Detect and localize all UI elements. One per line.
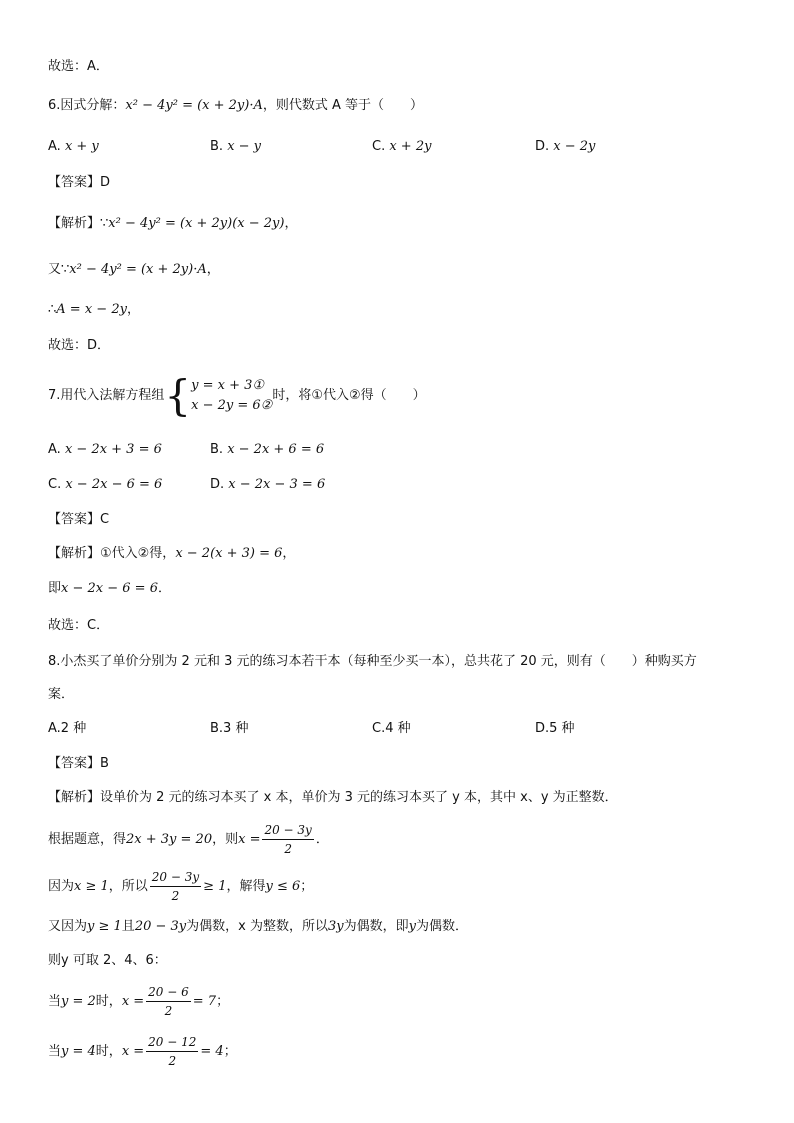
q8-analysis-4: 又因为y ≥ 1且20 − 3y为偶数，x 为整数，所以3y为偶数，即y为偶数． (48, 919, 468, 934)
q8-analysis-7: 当y = 4时，x = $\frac{20 - 12}{2}$ = 4； (48, 1035, 237, 1068)
fraction: $\frac{20 - 6}{2}$ (148, 985, 189, 1018)
q8-answer: 【答案】B (48, 756, 109, 771)
q8-option-d: D.5 种 (535, 721, 575, 736)
q7-option-a: A. x − 2x + 3 = 6 (48, 442, 162, 457)
q6-analysis-1: 【解析】∵x² − 4y² = (x + 2y)(x − 2y)， (48, 216, 298, 231)
q8-option-a: A.2 种 (48, 721, 87, 736)
q6-option-c: C. x + 2y (372, 139, 432, 154)
q7-stem: 7.用代入法解方程组 { y = x + 3① x − 2y = 6② 时，将①代入②得（ ） (48, 370, 426, 420)
q6-stem-post: ，则代数式 A 等于（ ） (262, 98, 424, 113)
equation-system (164, 370, 273, 420)
q8-analysis-3: 因为x ≥ 1，所以 $\frac{20 - 3y}{2}$ ≥ 1，解得y ≤ 6； (48, 870, 314, 903)
q8-analysis-2: 根据题意，得2x + 3y = 20，则x = $\frac{20 - 3y}{2}$ ． (48, 823, 329, 856)
q8-analysis-1: 【解析】设单价为 2 元的练习本买了 x 本，单价为 3 元的练习本买了 y 本，其中 x、y 为正整数． (48, 790, 618, 805)
fraction: $\frac{20 - 12}{2}$ (148, 1035, 197, 1068)
q7-analysis-2: 即x − 2x − 6 = 6． (48, 581, 171, 596)
q7-option-c: C. x − 2x − 6 = 6 (48, 477, 163, 492)
prev-conclusion: 故选：A． (48, 59, 109, 74)
equation-1: y = x + 3① (191, 377, 265, 393)
q8-option-b: B.3 种 (210, 721, 249, 736)
fraction: $\frac{20 - 3y}{2}$ (264, 823, 312, 856)
q6-stem-pre: 6.因式分解： (48, 98, 126, 113)
q7-analysis-1: 【解析】①代入②得，x − 2(x + 3) = 6， (48, 546, 296, 561)
q8-analysis-5: 则y 可取 2、4、6： (48, 953, 167, 968)
q6-stem (48, 97, 423, 115)
q8-stem-line-1: 8.小杰买了单价分别为 2 元和 3 元的练习本若干本（每种至少买一本），总共花了 20 元，则有（ ）种购买方 (48, 654, 697, 669)
q6-analysis-2: 又∵x² − 4y² = (x + 2y)·A， (48, 262, 220, 277)
q8-stem-line-2: 案． (48, 687, 75, 702)
q8-option-c: C.4 种 (372, 721, 411, 736)
left-brace: { (164, 370, 192, 420)
q7-conclusion: 故选：C． (48, 618, 110, 633)
q6-answer: 【答案】D (48, 175, 111, 190)
q6-option-d: D. x − 2y (535, 139, 596, 154)
q6-conclusion: 故选：D． (48, 338, 111, 353)
q7-option-b: B. x − 2x + 6 = 6 (210, 442, 325, 457)
fraction: $\frac{20 - 3y}{2}$ (151, 870, 200, 903)
q6-stem-math: x² − 4y² = (x + 2y)·A (125, 98, 263, 113)
q7-answer: 【答案】C (48, 512, 110, 527)
q6-option-a: A. x + y (48, 139, 99, 154)
q6-option-b: B. x − y (210, 139, 262, 154)
q8-analysis-6: 当y = 2时，x = $\frac{20 - 6}{2}$ = 7； (48, 985, 230, 1018)
q7-option-d: D. x − 2x − 3 = 6 (210, 477, 326, 492)
q6-analysis-3: ∴A = x − 2y， (48, 302, 140, 317)
equation-2: x − 2y = 6② (191, 397, 273, 413)
